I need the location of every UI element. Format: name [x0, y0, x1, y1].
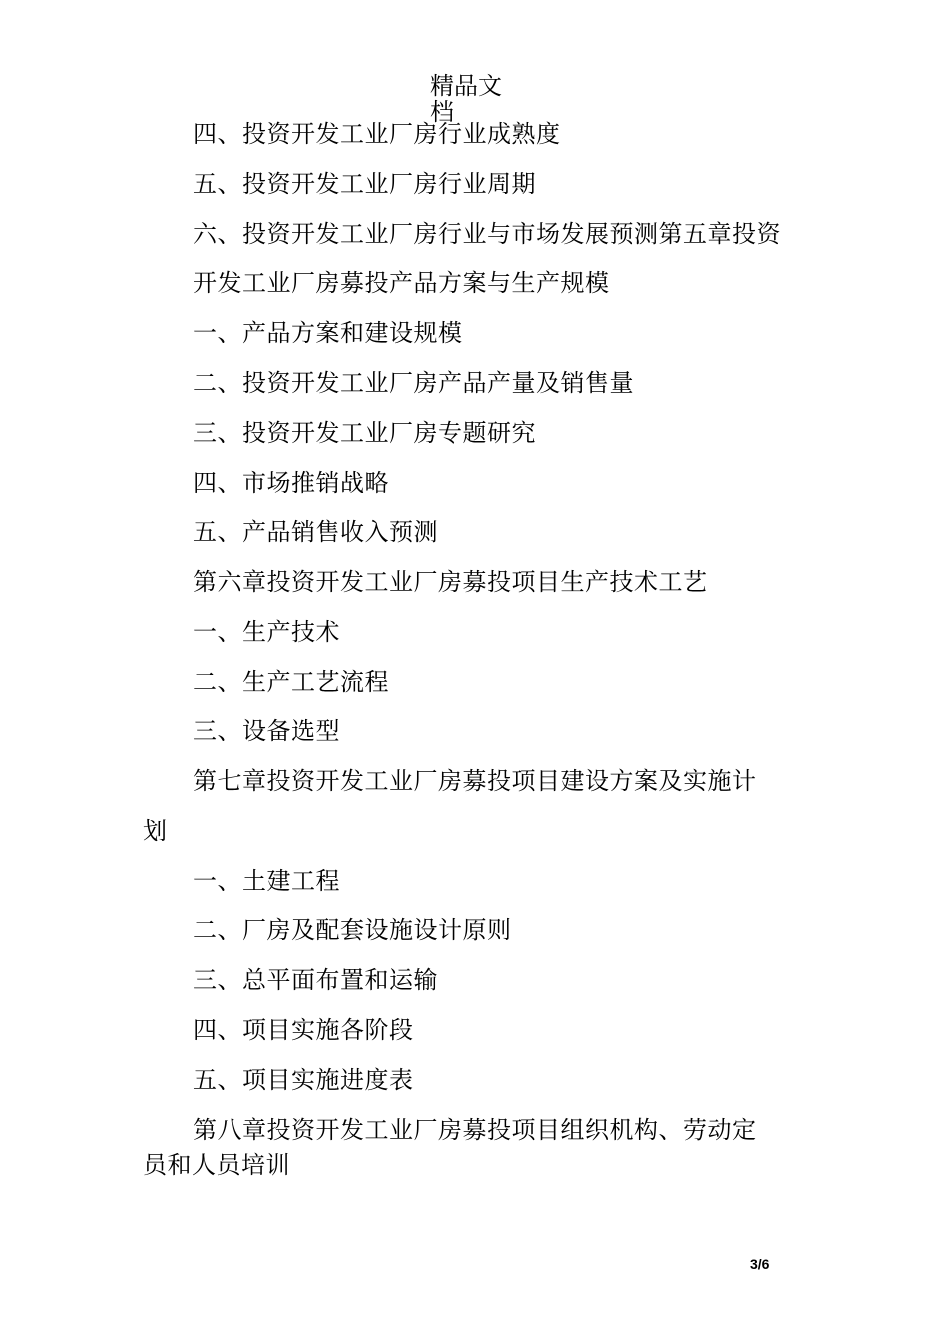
toc-line-17: 三、总平面布置和运输	[193, 966, 438, 994]
page-header-line-1: 精品文	[430, 72, 502, 100]
toc-line-4: 一、产品方案和建设规模	[193, 319, 463, 347]
toc-line-0: 四、投资开发工业厂房行业成熟度	[193, 120, 561, 148]
page-header-line-2: 档	[430, 98, 454, 126]
toc-line-19: 五、项目实施进度表	[193, 1066, 414, 1094]
chapter-7-heading-continued: 划	[143, 817, 168, 845]
chapter-7-heading: 第七章投资开发工业厂房募投项目建设方案及实施计	[193, 767, 757, 795]
chapter-6-heading: 第六章投资开发工业厂房募投项目生产技术工艺	[193, 568, 708, 596]
toc-line-11: 二、生产工艺流程	[193, 668, 389, 696]
page-number: 3/6	[750, 1256, 770, 1272]
chapter-8-heading-continued: 员和人员培训	[143, 1151, 290, 1179]
toc-line-2: 六、投资开发工业厂房行业与市场发展预测第五章投资	[193, 220, 781, 248]
toc-line-8: 五、产品销售收入预测	[193, 518, 438, 546]
toc-line-7: 四、市场推销战略	[193, 469, 389, 497]
chapter-8-heading: 第八章投资开发工业厂房募投项目组织机构、劳动定	[193, 1116, 757, 1144]
toc-line-12: 三、设备选型	[193, 717, 340, 745]
toc-line-16: 二、厂房及配套设施设计原则	[193, 916, 512, 944]
toc-line-18: 四、项目实施各阶段	[193, 1016, 414, 1044]
toc-line-6: 三、投资开发工业厂房专题研究	[193, 419, 536, 447]
toc-line-10: 一、生产技术	[193, 618, 340, 646]
toc-line-5: 二、投资开发工业厂房产品产量及销售量	[193, 369, 634, 397]
toc-line-3: 开发工业厂房募投产品方案与生产规模	[193, 269, 610, 297]
toc-line-15: 一、土建工程	[193, 867, 340, 895]
toc-line-1: 五、投资开发工业厂房行业周期	[193, 170, 536, 198]
